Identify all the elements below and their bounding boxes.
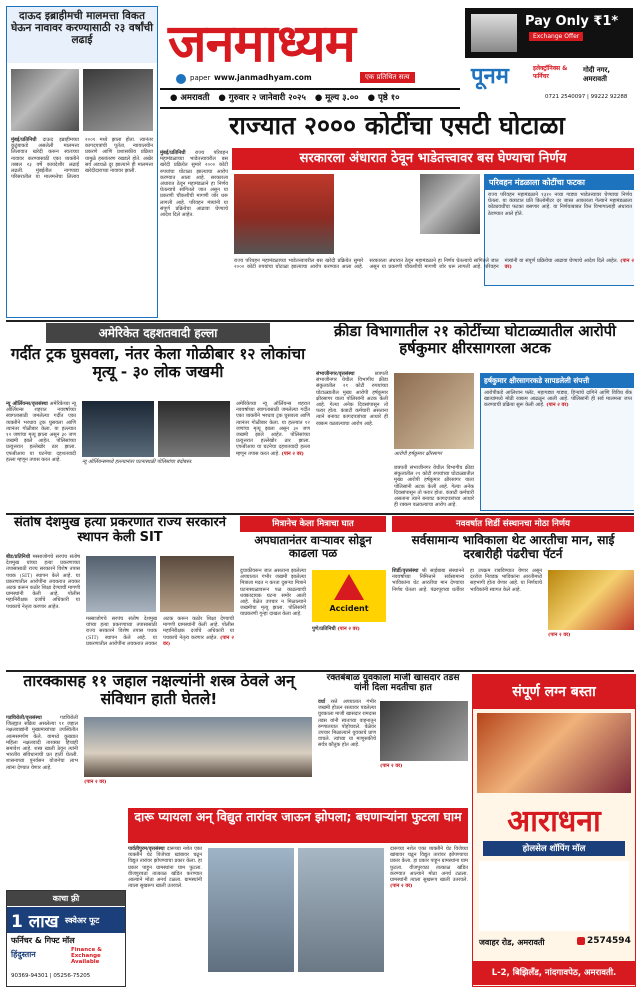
globe-icon	[176, 74, 186, 84]
liquor-more-link[interactable]: (पान २ वर)	[390, 883, 413, 890]
deshmukh-photo-2	[160, 556, 234, 612]
deshmukh-more-link[interactable]: (पान २ वर)	[163, 634, 234, 647]
liquor-photo-2	[298, 848, 384, 972]
aradhana-phone[interactable]: 2574594	[587, 936, 631, 946]
usa-photo-2	[158, 401, 230, 457]
usa-col-3	[236, 401, 310, 505]
dawood-photo-2	[83, 69, 153, 131]
sports-box-text: आरोपीकडे आलिशान फ्लॅट, महागड्या गाड्या, हिऱ्यांचे दागिने आणि विविध बँक खात्यांमध्ये मोठी रक्कम आढळून आली आहे. पोलिसांनी ही सर्व मालमत्ता जप्त करण्याची प्रक्रिया सुरू केली आहे.	[484, 390, 632, 409]
tarakka-dateline: गडचिरोली/वृत्तसंस्था	[6, 715, 42, 721]
minister-photo	[420, 174, 480, 234]
friend-dateline: पुणे/प्रतिनिधी	[312, 626, 336, 632]
lead-body-cont: राज्य परिवहन महामंडळाच्या भाडेतत्त्वावरील बस खरेदी प्रक्रियेत सुमारे २००० कोटी रुपयांचा घोटाळा झाल्याचा आरोप करण्यात आला आहे. सरकारला अंधारात ठेवून महामंडळाने हा निर्णय घेतल्याचे सांगितले जात असून या प्रकरणी चौकशीची मागणी जोर धरू लागली आहे. परिवहन मंत्र्यांनी या संपूर्ण प्रक्रियेचा आढावा घेण्याचे आदेश दिले आहेत.	[234, 258, 619, 271]
lead-body: राज्य परिवहन महामंडळाच्या भाडेतत्त्वावरील बस खरेदी प्रक्रियेत सुमारे २००० कोटी रुपयांचा घोटाळा झाल्याचा आरोप करण्यात आला आहे. सरकारला अंधारात ठेवून महामंडळाने हा निर्णय घेतल्याचे सांगितले जात असून या प्रकरणी चौकशीची मागणी जोर धरू लागली आहे. परिवहन मंत्र्यांनी या संपूर्ण प्रक्रियेचा आढावा घेण्याचे आदेश दिले आहेत.	[160, 150, 228, 219]
friend-story	[240, 516, 386, 668]
blood-photo	[380, 701, 468, 761]
liquor-photo-1	[208, 848, 294, 972]
lead-box-body: राज्य परिवहन महामंडळाने १३१० नव्या गाड्या भाडेतत्त्वावर घेण्याचा निर्णय घेतला. या कंत्राटात प्रति किलोमीटर दर जास्त आकारला गेल्याने महामंडळाला कोट्यवधींचा फटका बसणार आहे. या निर्णयाबाबत वित्त विभागालाही अंधारात ठेवण्यात आले होते.	[488, 192, 632, 217]
blood-story	[318, 673, 468, 805]
sports-caption: आरोपी हर्षकुमार क्षीरसागर	[394, 451, 442, 457]
sports-box	[480, 373, 634, 511]
ad-aradhana[interactable]	[472, 674, 636, 987]
usa-photo-1	[82, 401, 154, 457]
sports-headline: क्रीडा विभागातील २१ कोटींच्या घोटाळ्यातील आरोपी हर्षकुमार क्षीरसागरला अटक	[334, 323, 616, 358]
friend-tag: मित्रानेच केला मित्राचा घात	[240, 516, 386, 532]
accident-sign-label: Accident	[329, 604, 369, 613]
shirdi-more-link[interactable]: (पान २ वर)	[548, 632, 571, 638]
left-story	[6, 6, 158, 318]
usa-caption: न्यू ऑर्लियन्समध्ये हल्ल्यानंतर घटनास्थळी पोलिसांचा बंदोबस्त.	[82, 459, 193, 465]
furniture-ad-big: 1 लाख	[11, 912, 59, 932]
shirdi-dateline: शिर्डी/वृत्तसंस्था	[392, 568, 419, 574]
sai-baba-photo	[548, 570, 634, 630]
issue-price: मूल्य ३.००	[325, 93, 359, 103]
usa-col-1	[6, 401, 76, 505]
aradhana-addr: जवाहर रोड, अमरावती	[479, 938, 545, 947]
usa-tag: अमेरिकेत दहशतवादी हल्ला	[46, 323, 270, 343]
phone-icon	[577, 937, 585, 945]
blood-col-2	[380, 763, 468, 803]
liquor-body-cont: दारूच्या नशेत एका व्यक्तीने थेट विजेच्या खांबावर चढून विद्युत तारांवर झोपण्याचा प्रकार केला. हा प्रकार पाहून ग्रामस्थांना घाम फुटला. वीजपुरवठा तात्काळ खंडित करण्यात आल्याने मोठा अनर्थ टळला. ग्रामस्थांनी त्याला सुखरूप खाली उतरवले.	[390, 846, 468, 884]
liquor-col-1	[128, 846, 202, 982]
tarakka-headline: तारक्कासह ११ जहाल नक्षल्यांनी शस्त्र ठेवले अन् संविधान हाती घेतले!	[23, 673, 295, 708]
shirdi-headline: सर्वसामान्य भाविकाला थेट आरतीचा मान, साई दरबारीही पंढरीचा पॅटर्न	[411, 533, 615, 561]
lead-left-col	[160, 150, 228, 270]
sports-dateline: संभाजीनगर/वृत्तसंस्था	[316, 371, 355, 377]
edition-city: अमरावती	[180, 93, 210, 103]
issue-date: गुरुवार २ जानेवारी २०२५	[228, 93, 306, 103]
shirdi-body-cols	[392, 568, 542, 666]
sports-body: छत्रपती संभाजीनगर येथील विभागीय क्रीडा संकुलातील २१ कोटी रुपयांच्या घोटाळ्यातील मुख्य आरोपी हर्षकुमार क्षीरसागर याला पोलिसांनी अटक केली आहे. गेल्या अनेक दिवसांपासून तो फरार होता. कंत्राटी कर्मचारी असताना त्याने बनावट कागदपत्रांच्या आधारे ही रक्कम वळवल्याचा आरोप आहे.	[316, 371, 388, 427]
aradhana-floors: L-2, बिझिलँड, नांदगावपेठ, अमरावती.	[473, 961, 635, 985]
blood-more-link[interactable]: (पान २ वर)	[380, 763, 403, 769]
tarakka-col-1	[6, 715, 78, 803]
website-url[interactable]: www.janmadhyam.com	[214, 73, 312, 82]
deshmukh-headline: संतोष देशमुख हत्या प्रकरणात राज्य सरकारने स्थापन केली SIT	[14, 516, 226, 545]
aradhana-items	[479, 861, 629, 931]
dateline-bar: ● अमरावती ● गुरुवार २ जानेवारी २०२५ ● मूल्य ३.०० ● पृष्ठे १०	[160, 88, 460, 109]
blood-body: रस्ते अपघातात गंभीर जखमी होऊन रस्त्यावर पडलेल्या युवकाला माजी खासदार रामदास तडस यांनी स्वतःच्या वाहनातून रुग्णालयात पोहोचवले. वेळेवर उपचार मिळाल्याने युवकाचे प्राण वाचले. त्यांच्या या माणुसकीचे सर्वत्र कौतुक होत आहे.	[318, 699, 376, 749]
deshmukh-photo-1	[86, 556, 156, 612]
lead-subhead: सरकारला अंधारात ठेवून भाडेतत्त्वावर बस घेण्याचा निर्णय	[232, 148, 634, 170]
deshmukh-dateline: बीड/प्रतिनिधी	[6, 554, 31, 560]
friend-col-2	[312, 626, 386, 666]
blood-headline: रक्तबंबाळ युवकाला माजी खासदार तडस यांनी दिला मदतीचा हात	[326, 673, 460, 694]
warning-icon	[334, 574, 364, 600]
liquor-story	[128, 808, 468, 985]
shirdi-col-3	[548, 632, 634, 666]
friend-col-1	[240, 568, 306, 666]
shirdi-tag: नववर्षात शिर्डी संस्थानचा मोठा निर्णय	[392, 516, 634, 532]
ad-brand-sub: इलेक्ट्रॉनिक्स & फर्निचर	[533, 65, 568, 80]
ad-brand: पूनम	[471, 64, 509, 89]
left-story-lead: दाऊद इब्राहीमच्या कुटुंबाकडे असलेली मालमत्ता लिलावात खरेदी करून स्वतःच्या नावावर करण्यासाठी एका व्यक्तीने तब्बल २३ वर्षे कायदेशीर लढाई लढली. मुंबईतील नागपाडा परिसरातील या मालमत्तेचा लिलाव २००१ मध्ये झाला होता. त्यानंतर कागदपत्रांची पूर्तता, न्यायालयीन प्रकरणे आणि प्रशासकीय प्रक्रिया यामुळे हस्तांतरण रखडले होते. अखेर सर्व अडथळे दूर झाल्याने ही मालमत्ता खरेदीदाराच्या नावावर झाली.	[11, 137, 153, 181]
aradhana-top: संपूर्ण लग्न बस्ता	[473, 675, 635, 709]
lead-story	[160, 112, 634, 318]
blood-col-1	[318, 699, 376, 803]
ad-phone: 0721 2540097 | 99222 92288	[545, 94, 628, 100]
blood-dateline: वर्धा	[318, 699, 326, 705]
sports-box-body	[481, 388, 634, 411]
epaper-label: paper	[190, 74, 211, 82]
deshmukh-body-cont: मस्साजोगचे सरपंच संतोष देशमुख यांच्या हत्या प्रकरणाच्या तपासासाठी राज्य सरकारने विशेष तपास पथक (SIT) स्थापन केले आहे. या प्रकरणातील आरोपींना लवकरात लवकर अटक करून कठोर शिक्षा देण्याची मागणी ग्रामस्थांनी केली आहे. पोलीस महानिरीक्षक दर्जाचे अधिकारी या पथकाचे नेतृत्व करणार आहेत.	[86, 616, 234, 647]
deshmukh-story	[6, 516, 234, 668]
liquor-col-3	[390, 846, 468, 982]
furniture-ad-line: फर्निचर & गिफ्ट मॉल	[11, 936, 75, 945]
deshmukh-col-2	[86, 616, 234, 666]
deshmukh-col-1	[6, 554, 80, 666]
tarakka-group-photo	[84, 717, 312, 777]
tarakka-body: गडचिरोली जिल्ह्यात सक्रिय असलेल्या ११ जहाल नक्षलवाद्यांनी मुख्यमंत्र्यांच्या उपस्थितीत आत्मसमर्पण केले. यामध्ये कुख्यात महिला नक्षलवादी तारक्का हिचाही समावेश आहे. शस्त्र खाली ठेवून त्यांनी भारतीय संविधानाची प्रत हाती घेतली. शासनाच्या पुनर्वसन योजनेचा लाभ त्यांना देण्यात येणार आहे.	[6, 715, 78, 771]
page-count: पृष्ठे १०	[377, 93, 400, 103]
left-story-headline: दाऊद इब्राहीमची मालमत्ता विकत घेऊन नावावर करण्यासाठी २३ वर्षांची लढाई	[7, 7, 157, 63]
sports-more-link[interactable]: (पान २ वर)	[546, 402, 569, 409]
liquor-dateline: पार्वतीपुरम/वृत्तसंस्था	[128, 846, 165, 852]
furniture-ad-big2: स्क्वेअर फूट	[65, 916, 100, 925]
lead-more-link[interactable]: (पान २ वर)	[504, 258, 634, 271]
sports-box-title: हर्षकुमार क्षीरसागरकडे सापडलेली संपत्ती	[481, 374, 634, 388]
usa-headline: गर्दीत ट्रक घुसवला, नंतर केला गोळीबार १२ लोकांचा मृत्यू - ३० लोक जखमी	[10, 345, 306, 381]
usa-body-cont: अमेरिकेच्या न्यू ऑर्लियन्स शहरात नववर्षाच्या स्वागतासाठी जमलेल्या गर्दीत एका व्यक्तीने भरधाव ट्रक घुसवला आणि त्यानंतर गोळीबार केला. या हल्ल्यात १२ जणांचा मृत्यू झाला असून ३० जण जखमी झाले आहेत. पोलिसांच्या प्रत्युत्तरात हल्लेखोर ठार झाला. एफबीआय या घटनेचा दहशतवादी हल्ला म्हणून तपास करत आहे.	[236, 401, 310, 457]
usa-story	[6, 323, 310, 511]
tagline: एक प्रतिथित सत्य	[360, 72, 415, 83]
tarakka-more-link[interactable]: (पान २ वर)	[84, 779, 107, 785]
usa-dateline: न्यू ऑर्लियन्स/वृत्तसंस्था	[6, 401, 48, 407]
accident-sign	[312, 570, 386, 622]
shirdi-story	[392, 516, 634, 668]
sports-col-1	[316, 371, 388, 509]
ad-offer: Pay Only ₹1*	[525, 14, 619, 29]
dawood-photo	[11, 69, 79, 131]
ad-place: गोदी नगर, अमरावती	[583, 66, 611, 83]
deshmukh-body: मस्साजोगचे सरपंच संतोष देशमुख यांच्या हत्या प्रकरणाच्या तपासासाठी राज्य सरकारने विशेष तपास पथक (SIT) स्थापन केले आहे. या प्रकरणातील आरोपींना लवकरात लवकर अटक करून कठोर शिक्षा देण्याची मागणी ग्रामस्थांनी केली आहे. पोलीस महानिरीक्षक दर्जाचे अधिकारी या पथकाचे नेतृत्व करणार आहेत.	[6, 554, 80, 610]
masthead	[160, 6, 460, 109]
aradhana-name: आराधना	[507, 804, 601, 839]
friend-headline: अपघातानंतर वाऱ्यावर सोडून काढला पळ	[254, 533, 372, 561]
ad-offer-sub: Exchange Offer	[529, 32, 583, 41]
friend-body: दुचाकीवरून जात असताना झालेल्या अपघातात गंभीर जखमी झालेल्या मित्राला मदत न करता दुसऱ्या मित्राने घटनास्थळावरून पळ काढल्याची धक्कादायक घटना समोर आली आहे. वेळेत उपचार न मिळाल्याने जखमीचा मृत्यू झाला. पोलिसांनी याप्रकरणी गुन्हा दाखल केला आहे.	[240, 568, 306, 618]
lead-headline: राज्यात २००० कोटींचा एसटी घोटाळा	[229, 112, 565, 140]
lead-dateline: मुंबई/प्रतिनिधी	[160, 150, 186, 156]
shirdi-body: श्री साईबाबा संस्थानने नववर्षाच्या निमित्ताने सर्वसामान्य भाविकांना थेट आरतीचा मान देण्याचा निर्णय घेतला आहे. पंढरपूरच्या धर्तीवर हा उपक्रम राबविण्यात येणार असून दररोज निवडक भाविकांना आरतीमध्ये सहभागी होता येणार आहे. या निर्णयाचे भाविकांनी स्वागत केले आहे.	[392, 568, 542, 593]
harshkumar-photo	[394, 373, 474, 449]
liquor-body: दारूच्या नशेत एका व्यक्तीने थेट विजेच्या खांबावर चढून विद्युत तारांवर झोपण्याचा प्रकार केला. हा प्रकार पाहून ग्रामस्थांना घाम फुटला. वीजपुरवठा तात्काळ खंडित करण्यात आल्याने मोठा अनर्थ टळला. ग्रामस्थांनी त्याला सुखरूप खाली उतरवले.	[128, 846, 202, 890]
usa-body: अमेरिकेच्या न्यू ऑर्लियन्स शहरात नववर्षाच्या स्वागतासाठी जमलेल्या गर्दीत एका व्यक्तीने भरधाव ट्रक घुसवला आणि त्यानंतर गोळीबार केला. या हल्ल्यात १२ जणांचा मृत्यू झाला असून ३० जण जखमी झाले आहेत. पोलिसांच्या प्रत्युत्तरात हल्लेखोर ठार झाला. एफबीआय या घटनेचा दहशतवादी हल्ला म्हणून तपास करत आहे.	[6, 401, 76, 463]
friend-more-link[interactable]: (पान २ वर)	[337, 626, 360, 632]
left-story-body	[11, 137, 153, 313]
aradhana-models-photo	[477, 713, 631, 793]
lead-body-cols	[234, 258, 634, 314]
usa-more-link[interactable]: (पान २ वर)	[281, 450, 304, 457]
lead-box-title: परिवहन मंडळाला कोटींचा फटका	[485, 175, 634, 190]
sports-story	[316, 323, 634, 511]
furniture-ad-title: काचा फ़्री	[7, 891, 125, 906]
furniture-ad-phone: 90369-94301 | 05256-75205	[11, 973, 91, 979]
ad-furniture-mall[interactable]	[6, 890, 126, 987]
left-story-dateline: मुंबई/प्रतिनिधी	[11, 137, 37, 143]
furniture-ad-shop: हिंदुस्तान	[11, 950, 36, 959]
masthead-title: जनमाध्यम	[168, 14, 355, 74]
sports-col-2	[394, 465, 474, 509]
ad-appliance-image	[471, 14, 517, 52]
tarakka-col-2	[84, 779, 312, 803]
sports-body-cont: छत्रपती संभाजीनगर येथील विभागीय क्रीडा संकुलातील २१ कोटी रुपयांच्या घोटाळ्यातील मुख्य आरोपी हर्षकुमार क्षीरसागर याला पोलिसांनी अटक केली आहे. गेल्या अनेक दिवसांपासून तो फरार होता. कंत्राटी कर्मचारी असताना त्याने बनावट कागदपत्रांच्या आधारे ही रक्कम वळवल्याचा आरोप आहे.	[394, 465, 474, 509]
liquor-headline: दारू प्यायला अन् विद्युत तारांवर जाऊन झोपला; बघणाऱ्यांना फुटला घाम	[128, 808, 468, 843]
aradhana-sub: होलसेल शॉपिंग मॉल	[483, 841, 625, 856]
tarakka-story	[6, 673, 312, 805]
ad-poonam[interactable]	[465, 8, 633, 108]
furniture-ad-finance: Finance & Exchange Available	[71, 947, 102, 965]
st-bus-photo	[234, 174, 334, 254]
